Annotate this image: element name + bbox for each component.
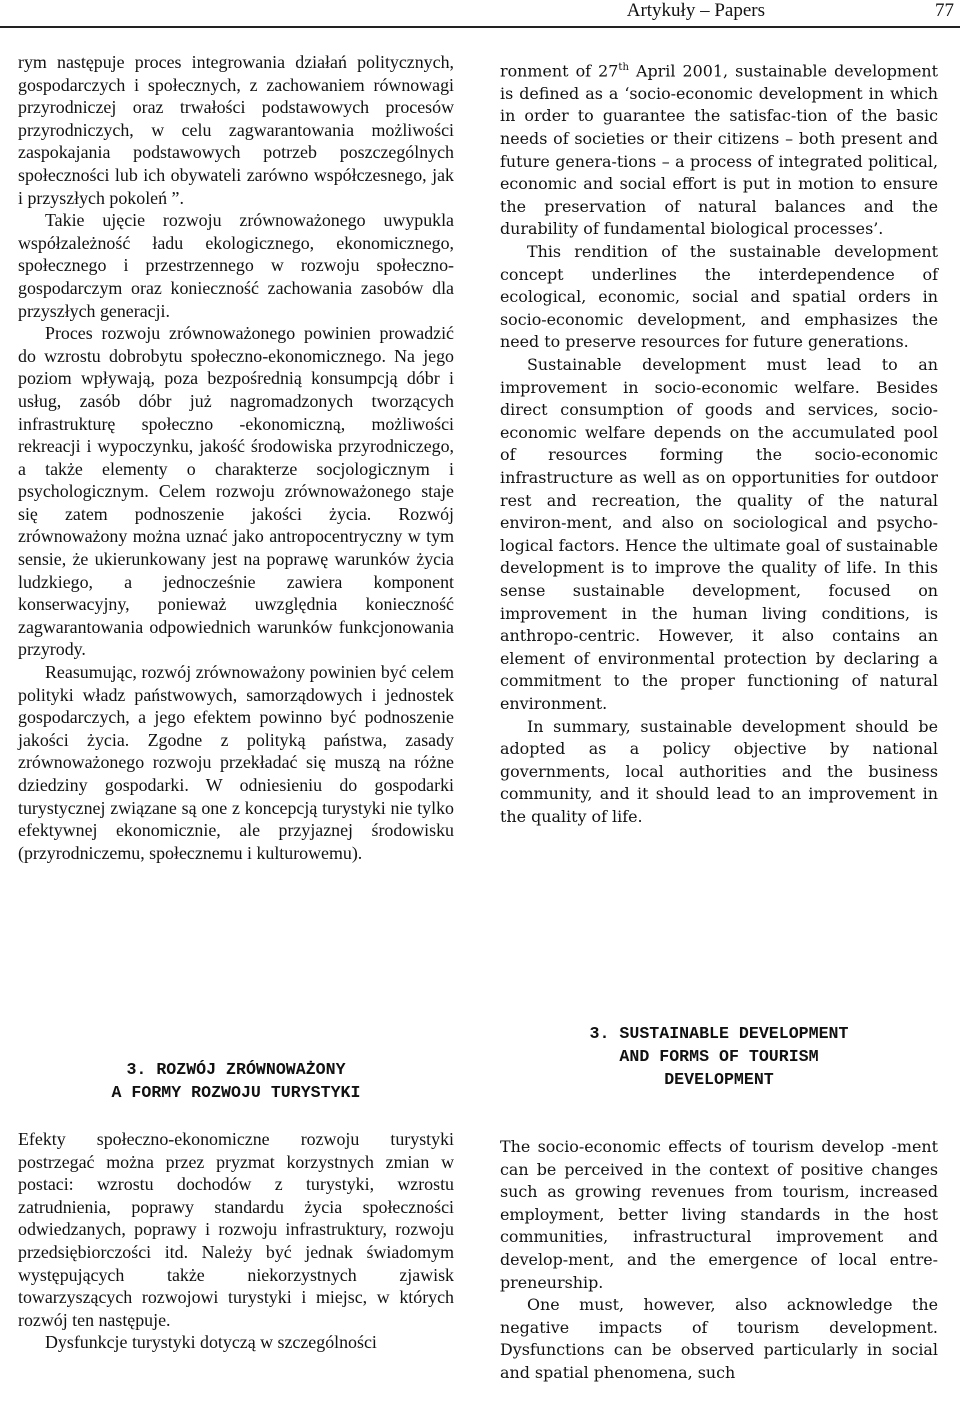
english-paragraph-4: In summary, sustainable development should be adopted as a policy objective by national governments, local authorities and the business community, and it should lead to an improvement in the quality of life. <box>500 716 938 826</box>
header-rule <box>0 26 960 28</box>
english-paragraph-6: One must, however, also acknowledge the negative impacts of tourism development. Dysfunctions can be observed particularly in social and spatial phenomena, such <box>500 1295 938 1382</box>
english-paragraph-2: This rendition of the sustainable development concept underlines the interdependence of ecological, economic, social and spatial orders in socio-economic development, and emphasizes the need to preserve resources for future generations. <box>500 242 938 352</box>
english-column <box>500 57 938 828</box>
polish-column <box>18 51 454 864</box>
english-p1-rest: April 2001, sustainable development is defined as a ‘socio-economic development in which in order to guarantee the satisfac-tion of the basic needs of societies or their citizens – both present and future genera-tions – a process of integrated political, economic and social effort is put in motion to ensure the preservation of natural balances and the durability of fundamental biological processes’. <box>500 61 939 239</box>
english-section-3-body <box>500 1136 938 1385</box>
polish-paragraph-1: rym następuje proces integrowania działań politycznych, gospodarczych i społecznych, z zachowaniem równowagi przyrodniczej oraz trwałości podstawowych procesów przyrodniczych, w celu zagwarantowania możliwości zaspokajania podstawowych potrzeb poszczególnych społeczności lub ich obywateli zarówno współczesnego, jak i przyszłych pokoleń ”. <box>18 52 454 208</box>
running-header <box>0 0 960 30</box>
english-heading-line-3: DEVELOPMENT <box>664 1070 774 1089</box>
polish-paragraph-6: Dysfunkcje turystyki dotyczą w szczególności <box>45 1332 377 1353</box>
english-paragraph-3: Sustainable development must lead to an improvement in socio-economic welfare. Besides direct consumption of goods and services, socio-economic welfare depends on the accumulated pool of resources forming the socio-economic infrastructure as well as on opportunities for outdoor rest and recreation, the quality of the natural environ-ment, and also on sociological and psycho-logical factors. Hence the ultimate goal of sustainable development is to improve the quality of life. In this sense sustainable development, focused on improvement in the human living conditions, is anthropo-centric. However, it also contains an element of environmental protection by declaring a commitment to the proper functioning of natural environment. <box>500 355 938 713</box>
polish-paragraph-3: Proces rozwoju zrównoważonego powinien prowadzić do wzrostu dobrobytu społeczno-ekonomicznego. Na jego poziom wpływają, poza bezpośrednią konsumpcją dóbr i usług, zasób dóbr już nagromadzonych tworzących infrastrukturę społeczno -ekonomiczną, możliwości rekreacji i wypoczynku, jakość środowiska przyrodniczego, a także elementy o charakterze socjologicznym i psychologicznym. Celem rozwoju zrównoważonego staje się zatem podnoszenie jakości życia. Rozwój zrównoważony można uznać jako antropocentryczny w tym sensie, że ukierunkowany jest na poprawę warunków życia ludzkiego, a jednocześnie zawiera komponent konserwacyjny, ponieważ uwzględnia konieczność zagwarantowania odpowiednich warunków funkcjonowania przyrody. <box>18 323 454 660</box>
page-number: 77 <box>935 0 954 21</box>
polish-paragraph-4: Reasumując, rozwój zrównoważony powinien być celem polityki władz państwowych, samorządowych i jednostek gospodarczych, a jego efektem powinno być podnoszenie jakości życia. Zgodne z polityką państwa, zasady zrównoważonego rozwoju przekładać się muszą na różne dziedziny gospodarki. W odniesieniu do gospodarki turystycznej związane są one z koncepcją turystyki nie tylko efektywnej ekonomicznie, ale przyjaznej środowisku (przyrodniczemu, społecznemu i kulturowemu). <box>18 662 454 863</box>
english-p1-lead: ronment of 27 <box>500 61 619 81</box>
polish-heading-line-1: 3. ROZWÓJ ZRÓWNOWAŻONY <box>126 1060 346 1079</box>
polish-section-3-body <box>18 1128 454 1354</box>
polish-section-heading <box>18 1058 454 1104</box>
english-p1-superscript: th <box>618 62 629 73</box>
journal-section-title: Artykuły – Papers <box>626 0 765 21</box>
english-heading-line-1: 3. SUSTAINABLE DEVELOPMENT <box>589 1024 849 1043</box>
english-paragraph-1 <box>500 57 938 241</box>
english-heading-line-2: AND FORMS OF TOURISM <box>619 1047 819 1066</box>
english-paragraph-5: The socio-economic effects of tourism develop -ment can be perceived in the context of positive changes such as growing revenues from tourism, increased employment, better living standards in the host communities, infrastructural improvement and develop-ment, and the emergence of local entre-preneurship. <box>500 1137 938 1292</box>
polish-paragraph-2: Takie ujęcie rozwoju zrównoważonego uwypukla współzależność ładu ekologicznego, ekonomicznego, społecznego i przestrzennego w rozwoju społeczno-gospodarczym oraz konieczność zachowania zasobów dla przyszłych generacji. <box>18 210 454 321</box>
polish-paragraph-5: Efekty społeczno-ekonomiczne rozwoju turystyki postrzegać można przez pryzmat korzystnych zmian w postaci: wzrostu dochodów z turystyki, wzrostu zatrudnienia, poprawy standardu życia społeczności odwiedzanych, poprawy i rozwoju infrastruktury, rozwoju przedsiębiorczości itd. Należy być jednak świadomym występujących także niekorzystnych zjawisk towarzyszących rozwojowi turystyki i miejsc, w których rozwój ten następuje. <box>18 1129 454 1330</box>
polish-heading-line-2: A FORMY ROZWOJU TURYSTYKI <box>111 1083 361 1102</box>
english-section-heading <box>500 1022 938 1091</box>
